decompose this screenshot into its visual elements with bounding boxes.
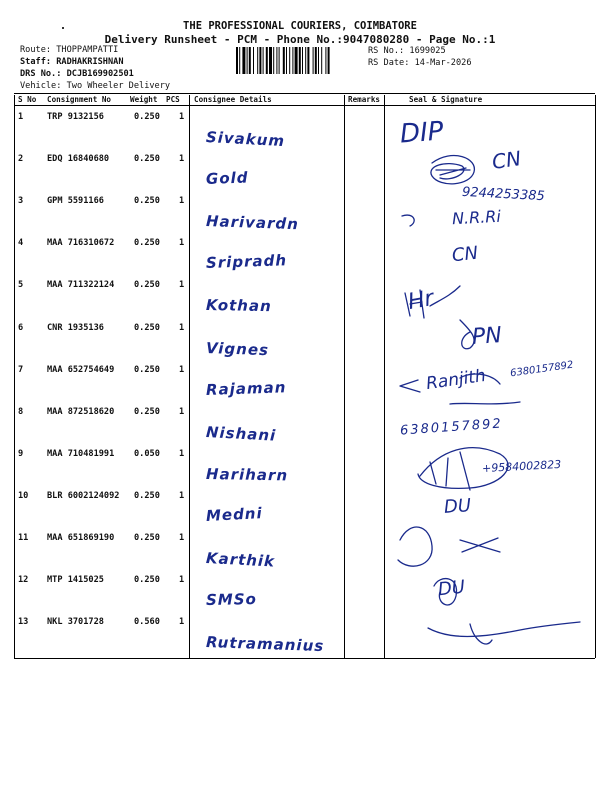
row-consignee-handwritten: Rutramanius bbox=[205, 633, 325, 656]
signature-9: 6380157892 bbox=[509, 359, 575, 380]
rs-no-line: RS No.: 1699025 bbox=[368, 46, 446, 56]
signature-4: N.R.Ri bbox=[451, 206, 502, 229]
rs-date-line: RS Date: 14-Mar-2026 bbox=[368, 58, 472, 68]
header-divider bbox=[14, 105, 595, 106]
table-row bbox=[0, 491, 600, 533]
row-consignment-no: MAA 710481991 bbox=[47, 448, 115, 459]
staff-line: Staff: RADHAKRISHNAN bbox=[20, 57, 124, 67]
row-weight: 0.250 bbox=[134, 280, 160, 291]
row-sno: 2 bbox=[18, 154, 24, 165]
row-consignment-no: TRP 9132156 bbox=[47, 112, 104, 122]
drs-value: DCJB169902501 bbox=[66, 69, 134, 79]
row-consignee-handwritten: Karthik bbox=[205, 549, 276, 571]
row-pcs: 1 bbox=[179, 112, 185, 122]
row-sno: 6 bbox=[18, 322, 24, 333]
row-consignment-no: NKL 3701728 bbox=[47, 617, 104, 628]
row-consignee-handwritten: Medni bbox=[205, 503, 264, 525]
signature-7: PN bbox=[471, 322, 503, 351]
row-consignment-no: GPM 5591166 bbox=[47, 196, 104, 207]
row-consignee-handwritten: Sripradh bbox=[205, 251, 288, 273]
col-header-sno: S No bbox=[18, 95, 37, 104]
row-weight: 0.250 bbox=[134, 238, 160, 249]
row-sno: 12 bbox=[18, 575, 29, 586]
row-weight: 0.560 bbox=[134, 617, 160, 628]
signature-10: 6380157892 bbox=[399, 416, 504, 439]
row-weight: 0.250 bbox=[134, 112, 160, 122]
signature-11: +9584002823 bbox=[481, 457, 562, 476]
signature-3: 9244253385 bbox=[461, 184, 546, 205]
row-weight: 0.250 bbox=[134, 575, 160, 586]
rs-no-value: 1699025 bbox=[409, 46, 446, 56]
col-header-seal: Seal & Signature bbox=[409, 95, 483, 104]
row-sno: 9 bbox=[18, 448, 24, 459]
signature-2: CN bbox=[490, 146, 523, 174]
row-consignment-no: CNR 1935136 bbox=[47, 322, 104, 333]
table-row bbox=[0, 533, 600, 575]
row-consignee-handwritten: Kothan bbox=[205, 296, 272, 316]
row-consignment-no: MAA 872518620 bbox=[47, 406, 115, 417]
row-pcs: 1 bbox=[179, 238, 185, 249]
row-sno: 13 bbox=[18, 617, 29, 628]
row-pcs: 1 bbox=[179, 280, 185, 291]
row-weight: 0.250 bbox=[134, 364, 160, 375]
signature-8: Ranjith bbox=[424, 365, 487, 395]
route-value: THOPPAMPATTI bbox=[56, 45, 119, 55]
row-consignment-no: MAA 711322124 bbox=[47, 280, 115, 291]
table-row bbox=[0, 617, 600, 659]
row-sno: 1 bbox=[18, 112, 24, 122]
row-consignment-no: BLR 6002124092 bbox=[47, 490, 120, 501]
row-consignee-handwritten: Hariharn bbox=[205, 464, 289, 485]
row-consignment-no: MAA 652754649 bbox=[47, 364, 115, 375]
row-consignment-no: EDQ 16840680 bbox=[47, 154, 110, 165]
company-name: THE PROFESSIONAL COURIERS, COIMBATORE bbox=[183, 20, 417, 32]
signature-6: Hr bbox=[406, 285, 436, 316]
col-header-weight: Weight bbox=[130, 95, 158, 104]
row-consignee-handwritten: SMSo bbox=[205, 590, 257, 610]
row-pcs: 1 bbox=[179, 154, 185, 165]
row-sno: 4 bbox=[18, 238, 24, 249]
row-pcs: 1 bbox=[179, 406, 185, 417]
row-consignee-handwritten: Sivakum bbox=[205, 128, 286, 151]
col-header-consignment: Consignment No bbox=[47, 95, 112, 104]
signature-1: DIP bbox=[399, 116, 445, 150]
row-consignee-handwritten: Harivardn bbox=[205, 212, 300, 234]
row-sno: 8 bbox=[18, 406, 24, 417]
table-row bbox=[0, 323, 600, 365]
row-consignee-handwritten: Vignes bbox=[205, 338, 270, 359]
row-sno: 7 bbox=[18, 364, 24, 375]
table-row bbox=[0, 575, 600, 617]
col-header-pcs: PCS bbox=[166, 95, 180, 104]
row-consignment-no: MAA 651869190 bbox=[47, 533, 115, 543]
row-weight: 0.250 bbox=[134, 533, 160, 543]
signature-12: DU bbox=[443, 495, 472, 518]
signature-5: CN bbox=[450, 242, 480, 267]
route-line: Route: THOPPAMPATTI bbox=[20, 45, 119, 55]
rs-date-value: 14-Mar-2026 bbox=[414, 58, 472, 68]
signature-13: DU bbox=[436, 576, 467, 601]
row-pcs: 1 bbox=[179, 322, 185, 333]
table-top-border bbox=[14, 93, 595, 94]
row-consignment-no: MTP 1415025 bbox=[47, 575, 104, 586]
row-pcs: 1 bbox=[179, 196, 185, 207]
row-weight: 0.250 bbox=[134, 490, 160, 501]
runsheet-title: Delivery Runsheet - PCM - Phone No.:9047080280 - Page No.:1 bbox=[104, 33, 496, 46]
table-row bbox=[0, 280, 600, 322]
row-pcs: 1 bbox=[179, 364, 185, 375]
row-weight: 0.250 bbox=[134, 322, 160, 333]
row-sno: 11 bbox=[18, 533, 29, 543]
row-weight: 0.050 bbox=[134, 448, 160, 459]
table-row bbox=[0, 238, 600, 280]
row-consignee-handwritten: Gold bbox=[205, 168, 249, 189]
row-sno: 5 bbox=[18, 280, 24, 291]
drs-line: DRS No.: DCJB169902501 bbox=[20, 69, 134, 79]
table-row bbox=[0, 196, 600, 238]
row-weight: 0.250 bbox=[134, 406, 160, 417]
row-pcs: 1 bbox=[179, 575, 185, 586]
table-row bbox=[0, 407, 600, 449]
row-pcs: 1 bbox=[179, 617, 185, 628]
row-consignee-handwritten: Nishani bbox=[205, 422, 277, 445]
col-header-remarks: Remarks bbox=[348, 95, 381, 104]
row-pcs: 1 bbox=[179, 490, 185, 501]
vehicle-value: Two Wheeler Delivery bbox=[66, 81, 171, 91]
row-consignee-handwritten: Rajaman bbox=[205, 377, 287, 399]
row-weight: 0.250 bbox=[134, 154, 160, 165]
col-header-consignee: Consignee Details bbox=[194, 95, 272, 104]
barcode-icon bbox=[236, 47, 362, 74]
row-pcs: 1 bbox=[179, 448, 185, 459]
vehicle-line: Vehicle: Two Wheeler Delivery bbox=[20, 81, 171, 91]
row-pcs: 1 bbox=[179, 533, 185, 543]
row-sno: 3 bbox=[18, 196, 24, 207]
row-sno: 10 bbox=[18, 490, 29, 501]
row-weight: 0.250 bbox=[134, 196, 160, 207]
row-consignment-no: MAA 716310672 bbox=[47, 238, 115, 249]
staff-value: RADHAKRISHNAN bbox=[56, 57, 124, 67]
